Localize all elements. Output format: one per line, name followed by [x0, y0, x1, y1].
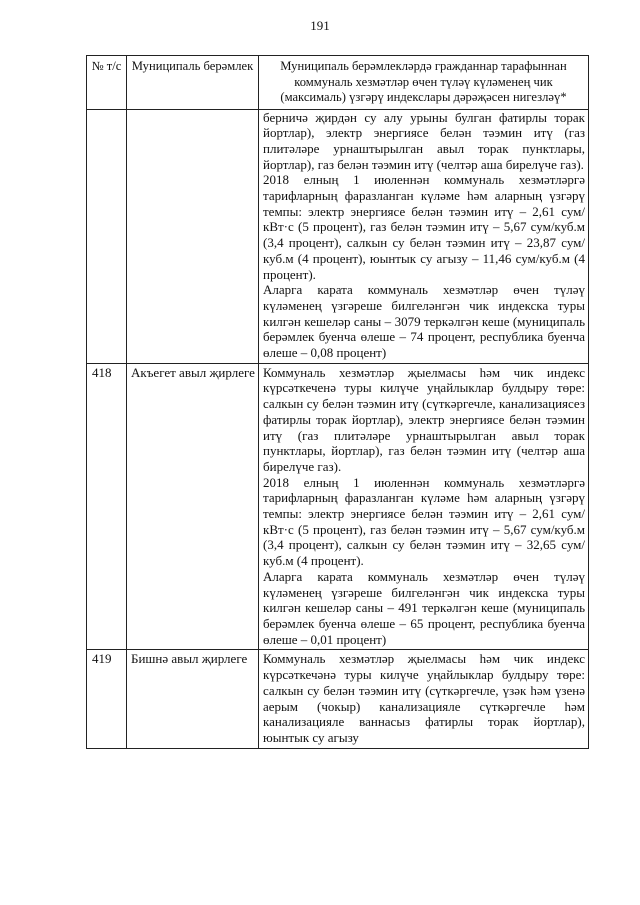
paragraph: Коммуналь хезмәтләр җыелмасы һәм чик индекс күрсәткечәнә туры килүче уңайлыклар булдыру төре: салкын су белән тәэмин итү (сүткәргечле, үзәк һәм үзенә аерым (чокыр) канализацияле сүткәргечле һәм канализацияле ваннасыз фатирлы торак йортлар), юынтык су агызу — [263, 651, 585, 745]
row-number: 418 — [87, 363, 127, 650]
paragraph: Коммуналь хезмәтләр җыелмасы һәм чик индекс күрсәткеченә туры килүче уңайлыклар булдыру төре: салкын су белән тәэмин итү (сүткәргечле, канализациясез фатирлы торак йортлар), электр энергиясе белән тәэмин итү (газ плитәләре урнаштырылган авыл торак пунктлары, йортлар), газ белән тәэмин итү (челтәр аша бирелүче газ). — [263, 364, 585, 474]
row-description — [259, 109, 589, 363]
header-description: Муниципаль берәмлекләрдә гражданнар тарафыннан коммуналь хезмәтләр өчен түләү күләменең чик (максималь) үзгәрү индекслары дәрәҗәсен нигезләү* — [259, 56, 589, 110]
header-number: № т/с — [87, 56, 127, 110]
row-number — [87, 109, 127, 363]
row-description — [259, 363, 589, 650]
row-municipality: Бишнә авыл җирлеге — [127, 650, 259, 748]
table-header-row — [87, 56, 589, 110]
row-municipality: Акъегет авыл җирлеге — [127, 363, 259, 650]
row-description — [259, 650, 589, 748]
row-number: 419 — [87, 650, 127, 748]
paragraph: берничә җирдән су алу урыны булган фатирлы торак йортлар), электр энергиясе белән тәэмин итү (газ плитәләре урнаштырылган авыл торак пунктлары, йортлар), газ белән тәэмин итү (челтәр аша бирелүче газ). — [263, 109, 585, 172]
paragraph: 2018 елның 1 июленнән коммуналь хезмәтләргә тарифларның фаразланган күләме һәм аларның үзгәрү темпы: электр энергиясе белән тәэмин итү – 2,61 сум/кВт·с (5 процент), газ белән тәэмин итү – 5,67 сум/куб.м (3,4 процент), салкын су белән тәэмин итү – 23,87 сум/куб.м (4 процент), юынтык су агызу – 11,46 сум/куб.м (4 процент). — [263, 172, 585, 282]
table-row — [87, 109, 589, 363]
paragraph: Аларга карата коммуналь хезмәтләр өчен түләү күләменең үзгәреше билгеләнгән чик индекска туры килгән кешеләр саны – 491 теркәлгән кеше (муниципаль берәмлек буенча өлеше – 65 процент, республика буенча өлеше – 0,01 процент) — [263, 568, 585, 647]
table-row — [87, 650, 589, 748]
table-row — [87, 363, 589, 650]
tariff-index-table — [86, 55, 589, 749]
row-municipality — [127, 109, 259, 363]
header-municipality: Муниципаль берәмлек — [127, 56, 259, 110]
paragraph: 2018 елның 1 июленнән коммуналь хезмәтләргә тарифларның фаразланган күләме һәм аларның үзгәрү темпы: электр энергиясе белән тәэмин итү – 2,61 сум/кВт·с (5 процент), газ белән тәэмин итү – 5,67 сум/куб.м (3,4 процент), салкын су белән тәэмин итү – 32,65 сум/куб.м (4 процент). — [263, 474, 585, 569]
paragraph: Аларга карата коммуналь хезмәтләр өчен түләү күләменең үзгәреше билгеләнгән чик индекска туры килгән кешеләр саны – 3079 теркәлгән кеше (муниципаль берәмлек буенча өлеше – 74 процент, республика буенча өлеше – 0,08 процент) — [263, 282, 585, 361]
page-number: 191 — [310, 18, 330, 33]
